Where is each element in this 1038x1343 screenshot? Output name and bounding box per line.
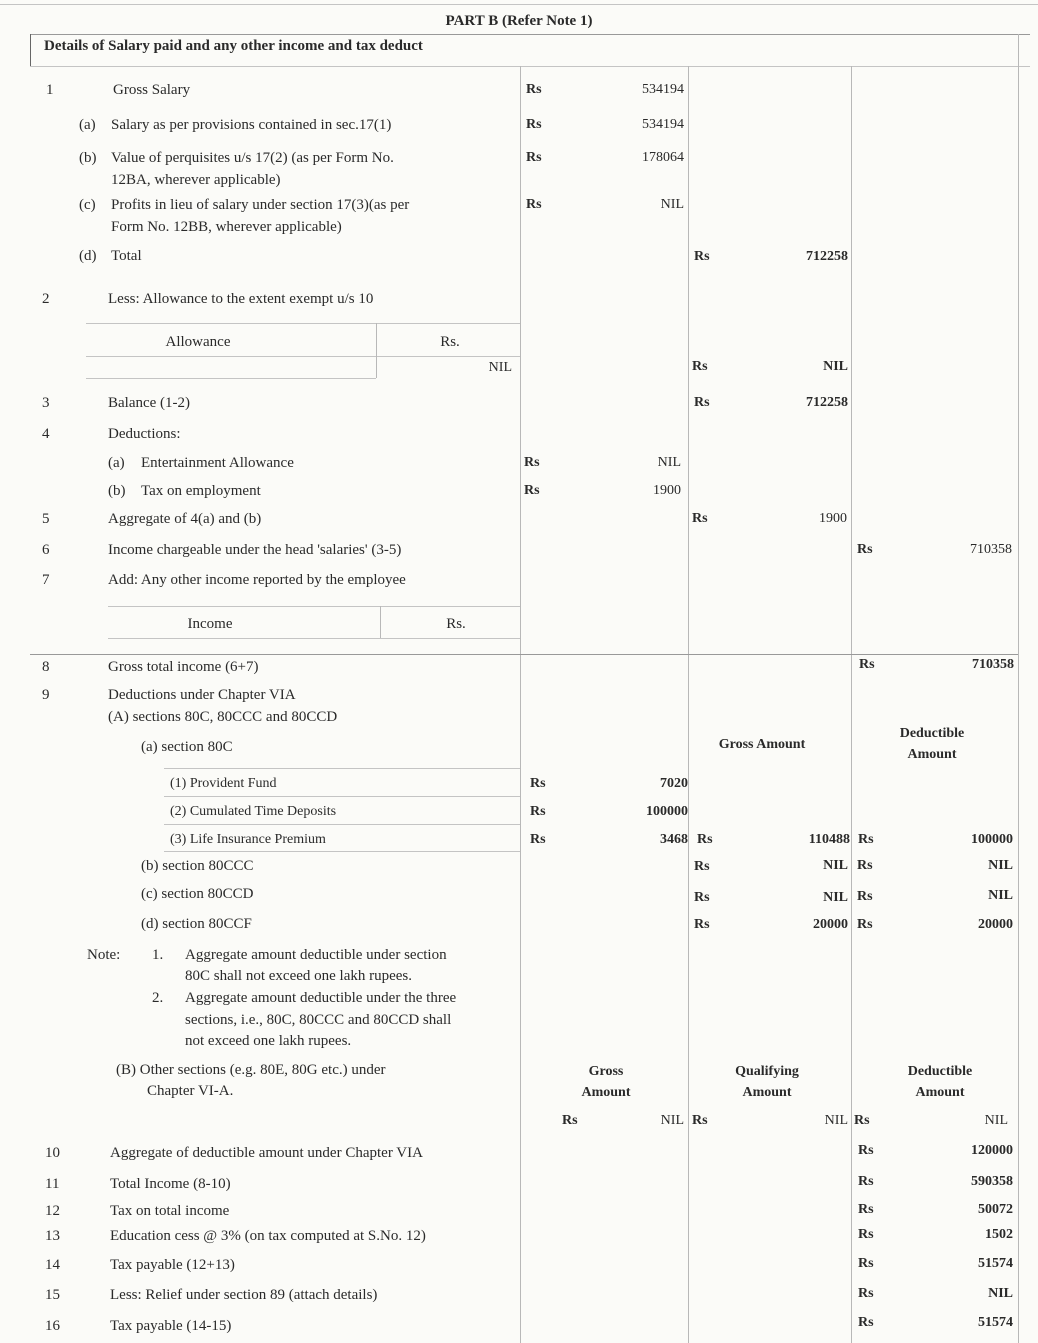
rs-label: Rs: [694, 890, 710, 905]
rs-label: Rs: [858, 1143, 874, 1158]
income-salaries-value: 710358: [970, 542, 1012, 557]
gross-total-income-value: 710358: [972, 657, 1014, 672]
other-sections-qualifying: NIL: [824, 1113, 848, 1128]
allowance-table-divider: [376, 323, 377, 378]
profits-value: NIL: [660, 197, 684, 212]
header-rule: [30, 34, 1030, 35]
final-tax-payable-value: 51574: [978, 1315, 1013, 1330]
allowance-value: NIL: [488, 360, 512, 375]
row-number: 5: [42, 511, 50, 527]
rs-label: Rs: [526, 197, 542, 212]
perquisites-value: 178064: [642, 150, 684, 165]
row-number: 7: [42, 572, 50, 588]
other-income-label: Add: Any other income reported by the employee: [108, 572, 406, 588]
tax-employment-label: Tax on employment: [141, 483, 261, 499]
gross-total-income-label: Gross total income (6+7): [108, 659, 259, 675]
section-80ccc-label: (b) section 80CCC: [141, 858, 254, 874]
gross-amount-header: Gross Amount: [718, 737, 806, 752]
section-a-label: (A) sections 80C, 80CCC and 80CCD: [108, 709, 338, 725]
exempt-total-value: NIL: [823, 359, 848, 374]
item-letter: (d): [79, 248, 97, 264]
row-number: 13: [45, 1228, 60, 1244]
top-border: [0, 4, 1038, 5]
gross-salary-value: 534194: [642, 82, 684, 97]
life-insurance-value: 3468: [660, 832, 688, 847]
perquisites-label-2: 12BA, wherever applicable): [111, 172, 281, 188]
item-letter: (a): [79, 117, 96, 133]
deductible-header-2: Amount: [915, 1085, 965, 1100]
row-number: 2: [42, 291, 50, 307]
salary-17-1-label: Salary as per provisions contained in sec.17(1): [111, 117, 392, 133]
allowance-table-bottom: [86, 378, 376, 379]
rs-label: Rs: [524, 483, 540, 498]
balance-label: Balance (1-2): [108, 395, 191, 411]
rs-label: Rs: [526, 117, 542, 132]
section-80c-deductible: 100000: [971, 832, 1013, 847]
aggregate-label: Aggregate of 4(a) and (b): [108, 511, 262, 527]
item-rule-2: [164, 796, 520, 797]
section-80ccc-gross: NIL: [823, 858, 848, 873]
section-80c-gross: 110488: [808, 832, 850, 847]
rs-label: Rs: [857, 889, 873, 904]
row-number: 11: [45, 1176, 60, 1192]
col-divider-2: [688, 66, 689, 1343]
item-rule-4: [164, 851, 520, 852]
col-divider-3: [851, 66, 852, 1343]
row-number: 9: [42, 687, 50, 703]
rs-label: Rs: [530, 776, 546, 791]
deductible-header: Deductible: [907, 1064, 973, 1079]
deductions-label: Deductions:: [108, 426, 181, 442]
tax-payable-label: Tax payable (12+13): [110, 1257, 235, 1273]
income-table-divider: [380, 606, 381, 638]
rs-label: Rs: [858, 1227, 874, 1242]
entertainment-label: Entertainment Allowance: [141, 455, 294, 471]
provident-fund-label: (1) Provident Fund: [170, 776, 277, 791]
rs-label: Rs: [858, 1286, 874, 1301]
rs-label: Rs: [694, 395, 710, 410]
rs-label: Rs: [692, 511, 708, 526]
tax-total-income-value: 50072: [978, 1202, 1013, 1217]
allowance-col-header: Allowance: [165, 334, 231, 350]
education-cess-value: 1502: [985, 1227, 1013, 1242]
time-deposits-value: 100000: [646, 804, 688, 819]
time-deposits-label: (2) Cumulated Time Deposits: [170, 804, 337, 819]
allowance-exempt-label: Less: Allowance to the extent exempt u/s 10: [108, 291, 374, 307]
deductible-header-2: Amount: [907, 747, 957, 762]
item-letter: (a): [108, 455, 125, 471]
item-letter: (c): [79, 197, 96, 213]
aggregate-deductible-value: 120000: [971, 1143, 1013, 1158]
note-2-text: Aggregate amount deductible under the three: [185, 990, 457, 1006]
row-number: 16: [45, 1318, 60, 1334]
rs-label: Rs: [530, 832, 546, 847]
row-number: 10: [45, 1145, 60, 1161]
right-border: [1018, 34, 1019, 1343]
allowance-table-top: [86, 323, 520, 324]
note-label: Note:: [87, 947, 121, 963]
chapter-via-label: Deductions under Chapter VIA: [108, 687, 296, 703]
section-80ccf-deductible: 20000: [978, 917, 1013, 932]
tax-total-income-label: Tax on total income: [110, 1203, 230, 1219]
life-insurance-label: (3) Life Insurance Premium: [170, 832, 326, 847]
gross-header-2: Amount: [581, 1085, 631, 1100]
item-letter: (b): [108, 483, 126, 499]
balance-value: 712258: [806, 395, 848, 410]
provident-fund-value: 7020: [660, 776, 688, 791]
header-left-border: [30, 34, 31, 66]
page-title: PART B (Refer Note 1): [445, 13, 593, 29]
rs-label: Rs: [530, 804, 546, 819]
section-80ccf-label: (d) section 80CCF: [141, 916, 252, 932]
rs-label: Rs: [524, 455, 540, 470]
income-salaries-label: Income chargeable under the head 'salaries' (3-5): [108, 542, 402, 558]
rs-label: Rs: [694, 859, 710, 874]
row-number: 4: [42, 426, 50, 442]
profits-label-2: Form No. 12BB, wherever applicable): [111, 219, 342, 235]
income-table-bottom: [108, 638, 520, 639]
section-80ccd-deductible: NIL: [988, 888, 1013, 903]
other-sections-label-2: Chapter VI-A.: [147, 1083, 234, 1099]
rs-label: Rs: [697, 832, 713, 847]
rs-col-header: Rs.: [440, 334, 460, 350]
row-number: 8: [42, 659, 50, 675]
gross-salary-label: Gross Salary: [113, 82, 191, 98]
rs-label: Rs: [694, 917, 710, 932]
section-80ccf-gross: 20000: [813, 917, 848, 932]
section-80ccc-deductible: NIL: [988, 858, 1013, 873]
rs-label: Rs: [859, 657, 875, 672]
rs-label: Rs: [562, 1113, 578, 1128]
rs-label: Rs: [692, 1113, 708, 1128]
rs-label: Rs: [526, 150, 542, 165]
perquisites-label: Value of perquisites u/s 17(2) (as per Form No.: [111, 150, 394, 166]
entertainment-value: NIL: [657, 455, 681, 470]
gross-header: Gross: [588, 1064, 624, 1079]
row-number: 3: [42, 395, 50, 411]
salary-17-1-value: 534194: [642, 117, 684, 132]
total-label: Total: [111, 248, 142, 264]
row-number: 6: [42, 542, 50, 558]
section-80ccd-gross: NIL: [823, 890, 848, 905]
rs-label: Rs: [692, 359, 708, 374]
deductible-header: Deductible: [899, 726, 965, 741]
qualifying-header-2: Amount: [742, 1085, 792, 1100]
relief-value: NIL: [988, 1286, 1013, 1301]
header-bottom-rule: [30, 66, 1030, 67]
aggregate-deductible-label: Aggregate of deductible amount under Chapter VIA: [110, 1145, 423, 1161]
total-value: 712258: [806, 249, 848, 264]
tax-payable-value: 51574: [978, 1256, 1013, 1271]
rs-label: Rs: [857, 858, 873, 873]
income-table-top: [108, 606, 520, 607]
note-2-text-2: sections, i.e., 80C, 80CCC and 80CCD shall: [185, 1012, 452, 1028]
relief-label: Less: Relief under section 89 (attach details): [110, 1287, 378, 1303]
final-tax-payable-label: Tax payable (14-15): [110, 1318, 232, 1334]
item-rule-3: [164, 824, 520, 825]
education-cess-label: Education cess @ 3% (on tax computed at S.No. 12): [110, 1228, 426, 1244]
note-1-text-2: 80C shall not exceed one lakh rupees.: [185, 968, 413, 984]
qualifying-header: Qualifying: [735, 1064, 799, 1079]
total-income-value: 590358: [971, 1174, 1013, 1189]
col-divider-1: [520, 66, 521, 1343]
aggregate-value: 1900: [819, 511, 847, 526]
total-income-label: Total Income (8-10): [110, 1176, 231, 1192]
row-number: 12: [45, 1203, 60, 1219]
rs-label: Rs: [858, 1256, 874, 1271]
rs-label: Rs: [857, 542, 873, 557]
row-number: 1: [46, 82, 54, 98]
section-80c-label: (a) section 80C: [141, 739, 233, 755]
item-letter: (b): [79, 150, 97, 166]
allowance-table-mid: [86, 356, 520, 357]
other-sections-label: (B) Other sections (e.g. 80E, 80G etc.) under: [116, 1062, 386, 1078]
mid-rule: [30, 654, 1018, 655]
section-subtitle: Details of Salary paid and any other income and tax deduct: [44, 38, 423, 54]
rs-label: Rs: [526, 82, 542, 97]
row-number: 15: [45, 1287, 60, 1303]
note-number: 1.: [152, 947, 164, 963]
tax-employment-value: 1900: [653, 483, 681, 498]
income-col-header: Income: [187, 616, 233, 632]
section-80ccd-label: (c) section 80CCD: [141, 886, 254, 902]
rs-label: Rs: [854, 1113, 870, 1128]
other-sections-deductible: NIL: [984, 1113, 1008, 1128]
rs-col-header: Rs.: [446, 616, 466, 632]
rs-label: Rs: [694, 249, 710, 264]
note-1-text: Aggregate amount deductible under section: [185, 947, 447, 963]
note-2-text-3: not exceed one lakh rupees.: [185, 1033, 352, 1049]
profits-label: Profits in lieu of salary under section 17(3)(as per: [111, 197, 410, 213]
rs-label: Rs: [858, 1315, 874, 1330]
rs-label: Rs: [858, 1174, 874, 1189]
item-rule-1: [164, 768, 520, 769]
rs-label: Rs: [858, 1202, 874, 1217]
other-sections-gross: NIL: [660, 1113, 684, 1128]
note-number: 2.: [152, 990, 164, 1006]
rs-label: Rs: [858, 832, 874, 847]
row-number: 14: [45, 1257, 60, 1273]
rs-label: Rs: [857, 917, 873, 932]
